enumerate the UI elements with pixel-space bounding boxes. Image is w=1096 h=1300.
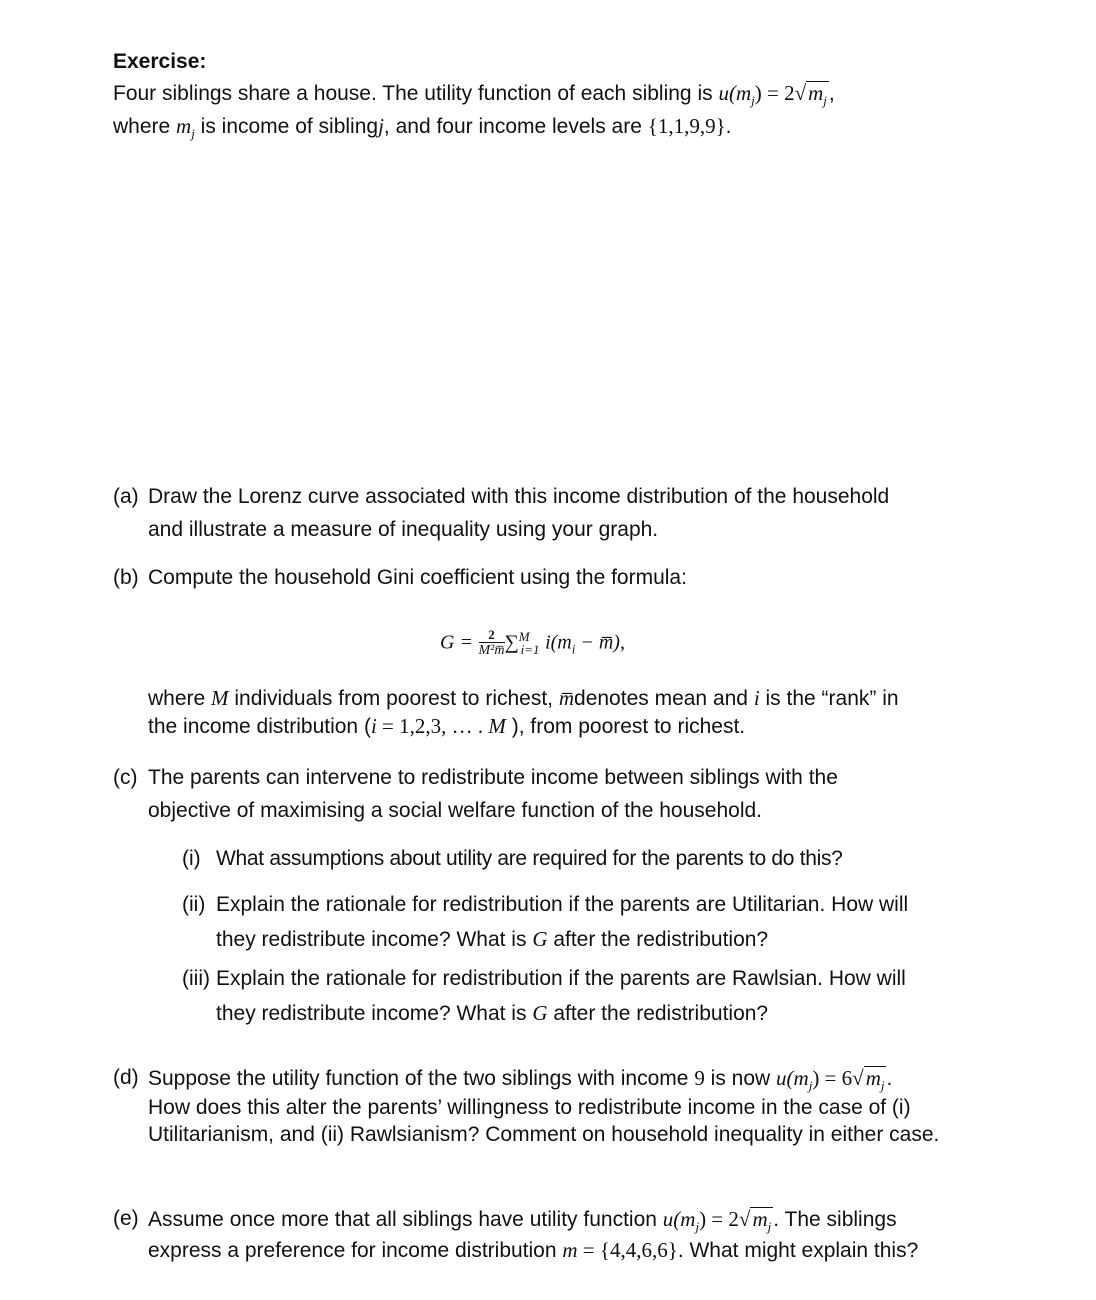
part-a-line-2: and illustrate a measure of inequality using your graph. [148,518,659,541]
part-c-iii-line-1: (iii) Explain the rationale for redistribution if the parents are Rawlsian. How will [182,967,906,990]
part-b-where-line: where M individuals from poorest to richest, m̅denotes mean and i is the “rank” in [148,686,899,710]
part-c-i: (i) What assumptions about utility are required for the parents to do this? [182,847,843,870]
part-c-label: (c) [113,766,138,789]
part-c-ii-line-2: they redistribute income? What is G after the redistribution? [216,927,769,951]
part-c-ii-line-1: (ii) Explain the rationale for redistribution if the parents are Utilitarian. How will [182,893,909,916]
part-c-iii-label: (iii) [182,967,210,990]
income-set: {1,1,9,9} [647,114,726,138]
sqrt-expression: $m_j$ [806,81,829,112]
part-d-line-1: (d) Suppose the utility function of the two siblings with income 9 is now $u(m_j) = 6√m_j$. [113,1064,139,1092]
part-e-label: (e) [113,1207,139,1230]
part-c-line-1: (c) The parents can intervene to redistribute income between siblings with the [113,766,838,789]
part-b-rank-line: the income distribution (i = 1,2,3, … . M ), from poorest to richest. [148,714,746,738]
part-c-i-label: (i) [182,847,201,870]
part-a-label: (a) [113,485,139,508]
part-b-line-1: (b) Compute the household Gini coefficient using the formula: [113,566,687,589]
part-d-label: (d) [113,1066,139,1089]
intro-line-2: where $m_j$ is income of siblingj, and four income levels are {1,1,9,9}. [113,114,732,142]
intro-line-1: Four siblings share a house. The utility function of each sibling is $u(m_j) = 2√m_j$, [113,79,835,115]
gini-fraction: $\frac{2}{\text{M²m̅}}$ [478,626,505,658]
gini-formula: G = $\frac{2}{\text{M²m̅}}$ ∑$^M_{i=1}$ $i(m_i$ − m̅), [440,622,625,665]
summation: ∑$^M_{i=1}$ [504,629,540,657]
part-c-iii-line-2: they redistribute income? What is G after the redistribution? [216,1001,769,1025]
exercise-title: Exercise: [113,50,207,73]
part-e-line-1: (e) Assume once more that all siblings have utility function $u(m_j) = 2√m_j$. The siblings [113,1205,139,1233]
part-c-ii-label: (ii) [182,893,206,916]
part-b-label: (b) [113,566,139,589]
part-e-line-2: express a preference for income distribution m = {4,4,6,6}. What might explain this? [148,1238,919,1262]
sqrt-expression: $m_j$ [750,1207,773,1238]
part-c-line-2: objective of maximising a social welfare function of the household. [148,799,763,822]
sqrt-expression: $m_j$ [864,1066,887,1097]
part-a-line-1: (a) Draw the Lorenz curve associated with this income distribution of the household [113,485,890,508]
part-d-line-3: Utilitarianism, and (ii) Rawlsianism? Comment on household inequality in either case. [148,1123,940,1146]
part-d-line-2: How does this alter the parents’ willingness to redistribute income in the case of (i) [148,1096,911,1119]
